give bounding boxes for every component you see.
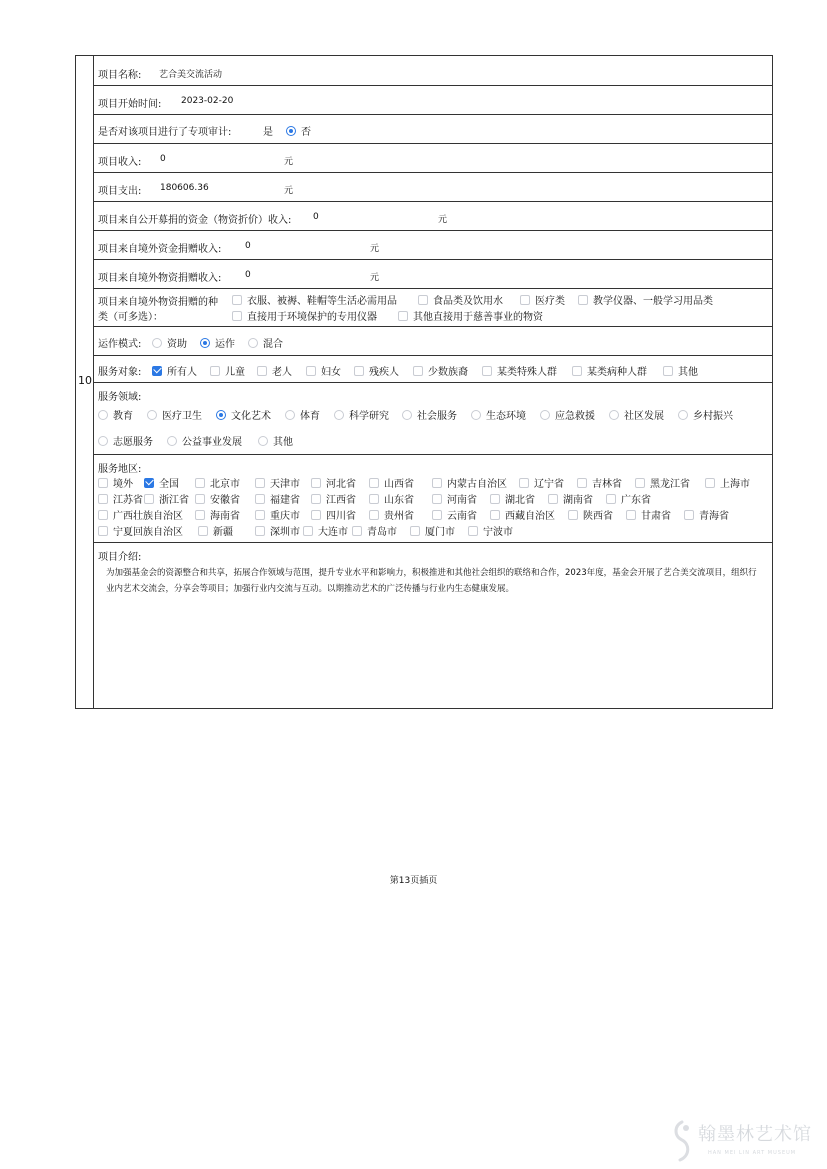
region-option[interactable] bbox=[195, 491, 240, 506]
region-checkbox[interactable] bbox=[705, 478, 715, 488]
service-field-radio[interactable] bbox=[678, 410, 688, 420]
service-field-option[interactable] bbox=[609, 407, 664, 422]
service-field-option[interactable] bbox=[216, 407, 271, 422]
region-checkbox[interactable] bbox=[684, 510, 694, 520]
public-fundraising-row bbox=[94, 202, 772, 231]
service-field-radio[interactable] bbox=[471, 410, 481, 420]
service-field-option[interactable] bbox=[334, 407, 389, 422]
region-label: 吉林省 bbox=[592, 479, 622, 490]
public-fundraising-label: 项目来自公开募捐的资金（物资折价）收入: bbox=[98, 215, 292, 226]
region-checkbox[interactable] bbox=[577, 478, 587, 488]
region-option[interactable] bbox=[98, 475, 133, 490]
operation-mode-option-label: 混合 bbox=[263, 339, 283, 350]
region-option[interactable] bbox=[98, 523, 183, 538]
region-label: 西藏自治区 bbox=[505, 511, 555, 522]
service-target-checkbox[interactable] bbox=[152, 366, 162, 376]
service-field-label: 医疗卫生 bbox=[162, 411, 202, 422]
goods-type-label: 衣服、被褥、鞋帽等生活必需用品 bbox=[247, 296, 397, 307]
region-label: 河南省 bbox=[447, 495, 477, 506]
region-option[interactable] bbox=[144, 475, 179, 490]
service-field-label: 其他 bbox=[273, 437, 293, 448]
service-field-label: 生态环境 bbox=[486, 411, 526, 422]
service-field-radio[interactable] bbox=[540, 410, 550, 420]
region-option[interactable] bbox=[195, 475, 240, 490]
region-label: 海南省 bbox=[210, 511, 240, 522]
region-checkbox[interactable] bbox=[606, 494, 616, 504]
service-target-label: 某类病种人群 bbox=[587, 367, 647, 378]
region-checkbox[interactable] bbox=[432, 478, 442, 488]
operation-mode-radio[interactable] bbox=[200, 338, 210, 348]
service-field-radio[interactable] bbox=[334, 410, 344, 420]
service-field-radio[interactable] bbox=[98, 436, 108, 446]
expense-row bbox=[94, 173, 772, 202]
goods-type-label: 医疗类 bbox=[535, 296, 565, 307]
operation-mode-option[interactable] bbox=[152, 335, 187, 350]
foreign-goods-row bbox=[94, 260, 772, 289]
region-label: 甘肃省 bbox=[641, 511, 671, 522]
region-option[interactable] bbox=[410, 523, 455, 538]
public-fundraising-unit: 元 bbox=[438, 215, 448, 225]
region-checkbox[interactable] bbox=[195, 478, 205, 488]
service-target-option[interactable] bbox=[210, 363, 245, 378]
region-checkbox[interactable] bbox=[255, 526, 265, 536]
region-label: 安徽省 bbox=[210, 495, 240, 506]
region-option[interactable] bbox=[255, 507, 300, 522]
service-field-option[interactable] bbox=[98, 433, 153, 448]
goods-types-label-line2: 类（可多选）： bbox=[98, 312, 163, 323]
region-checkbox[interactable] bbox=[303, 526, 313, 536]
service-field-option[interactable] bbox=[147, 407, 202, 422]
watermark-text: 翰墨林艺术馆 bbox=[698, 1124, 812, 1145]
region-checkbox[interactable] bbox=[635, 478, 645, 488]
row-number-column bbox=[76, 56, 94, 708]
goods-type-label: 其他直接用于慈善事业的物资 bbox=[413, 312, 543, 323]
region-checkbox[interactable] bbox=[144, 478, 154, 488]
region-label: 青岛市 bbox=[367, 527, 397, 538]
region-checkbox[interactable] bbox=[255, 510, 265, 520]
service-target-label: 其他 bbox=[678, 367, 698, 378]
intro-text: 为加强基金会的资源整合和共享，拓展合作领域与范围，提升专业水平和影响力，积极推进和其他社会组织的联络和合作，2023年度，基金会开展了艺合美交流项目，组织行业内艺术交流会，分享会等项目；加强行业内交流与互动。以期推动艺术的广泛传播与行业内生态健康发展。 bbox=[106, 568, 757, 594]
region-label: 山东省 bbox=[384, 495, 414, 506]
region-option[interactable] bbox=[577, 475, 622, 490]
region-checkbox[interactable] bbox=[198, 526, 208, 536]
region-option[interactable] bbox=[626, 507, 671, 522]
service-field-option[interactable] bbox=[285, 407, 320, 422]
region-checkbox[interactable] bbox=[311, 510, 321, 520]
intro-row bbox=[94, 543, 772, 708]
region-checkbox[interactable] bbox=[410, 526, 420, 536]
region-label: 江西省 bbox=[326, 495, 356, 506]
watermark-logo bbox=[668, 1118, 818, 1166]
goods-type-label: 食品类及饮用水 bbox=[433, 296, 503, 307]
service-field-radio[interactable] bbox=[98, 410, 108, 420]
start-date-row bbox=[94, 86, 772, 115]
service-regions-row bbox=[94, 455, 772, 543]
region-label: 浙江省 bbox=[159, 495, 189, 506]
region-option[interactable] bbox=[468, 523, 513, 538]
public-fundraising-value: 0 bbox=[313, 212, 319, 222]
region-checkbox[interactable] bbox=[519, 478, 529, 488]
service-target-checkbox[interactable] bbox=[257, 366, 267, 376]
region-label: 湖北省 bbox=[505, 495, 535, 506]
service-field-radio[interactable] bbox=[167, 436, 177, 446]
service-target-checkbox[interactable] bbox=[413, 366, 423, 376]
audit-no-label: 否 bbox=[301, 127, 311, 138]
goods-type-option[interactable] bbox=[418, 292, 503, 307]
region-label: 辽宁省 bbox=[534, 479, 564, 490]
region-option[interactable] bbox=[195, 507, 240, 522]
service-field-label: 社区发展 bbox=[624, 411, 664, 422]
goods-type-checkbox[interactable] bbox=[520, 295, 530, 305]
service-regions-label: 服务地区: bbox=[98, 464, 142, 475]
region-label: 山西省 bbox=[384, 479, 414, 490]
service-target-checkbox[interactable] bbox=[354, 366, 364, 376]
service-field-radio[interactable] bbox=[216, 410, 226, 420]
operation-mode-option-label: 资助 bbox=[167, 339, 187, 350]
audit-no-radio[interactable] bbox=[286, 126, 296, 136]
audit-no-option[interactable] bbox=[286, 123, 311, 138]
service-field-label: 公益事业发展 bbox=[182, 437, 242, 448]
operation-mode-label: 运作模式: bbox=[98, 339, 142, 350]
region-checkbox[interactable] bbox=[369, 510, 379, 520]
row-number: 10 bbox=[78, 374, 92, 387]
region-label: 重庆市 bbox=[270, 511, 300, 522]
service-target-label: 所有人 bbox=[167, 367, 197, 378]
region-label: 天津市 bbox=[270, 479, 300, 490]
goods-type-option[interactable] bbox=[232, 308, 377, 323]
goods-types-row bbox=[94, 289, 772, 327]
region-checkbox[interactable] bbox=[98, 478, 108, 488]
region-option[interactable] bbox=[568, 507, 613, 522]
project-name-label: 项目名称: bbox=[98, 70, 142, 81]
region-label: 宁夏回族自治区 bbox=[113, 527, 183, 538]
service-target-option[interactable] bbox=[257, 363, 292, 378]
income-label: 项目收入: bbox=[98, 157, 142, 168]
operation-mode-row bbox=[94, 327, 772, 356]
watermark-mark-icon bbox=[668, 1118, 698, 1164]
region-checkbox[interactable] bbox=[352, 526, 362, 536]
service-targets-row bbox=[94, 356, 772, 383]
region-checkbox[interactable] bbox=[490, 494, 500, 504]
foreign-funds-value: 0 bbox=[245, 241, 251, 251]
region-option[interactable] bbox=[255, 523, 300, 538]
region-option[interactable] bbox=[369, 475, 414, 490]
foreign-funds-label: 项目来自境外资金捐赠收入: bbox=[98, 244, 222, 255]
service-target-option[interactable] bbox=[663, 363, 698, 378]
region-checkbox[interactable] bbox=[195, 494, 205, 504]
region-option[interactable] bbox=[311, 491, 356, 506]
service-field-radio[interactable] bbox=[402, 410, 412, 420]
region-checkbox[interactable] bbox=[490, 510, 500, 520]
expense-value: 180606.36 bbox=[160, 183, 209, 193]
region-label: 新疆 bbox=[213, 527, 233, 538]
foreign-goods-label: 项目来自境外物资捐赠收入: bbox=[98, 273, 222, 284]
service-target-label: 某类特殊人群 bbox=[497, 367, 557, 378]
service-field-option[interactable] bbox=[258, 433, 293, 448]
goods-type-label: 直接用于环境保护的专用仪器 bbox=[247, 312, 377, 323]
region-option[interactable] bbox=[255, 491, 300, 506]
goods-type-checkbox[interactable] bbox=[578, 295, 588, 305]
region-option[interactable] bbox=[198, 523, 233, 538]
region-label: 北京市 bbox=[210, 479, 240, 490]
service-target-option[interactable] bbox=[152, 363, 197, 378]
region-label: 河北省 bbox=[326, 479, 356, 490]
region-checkbox[interactable] bbox=[548, 494, 558, 504]
service-field-radio[interactable] bbox=[285, 410, 295, 420]
service-field-label: 文化艺术 bbox=[231, 411, 271, 422]
region-label: 深圳市 bbox=[270, 527, 300, 538]
service-field-option[interactable] bbox=[471, 407, 526, 422]
goods-type-checkbox[interactable] bbox=[232, 295, 242, 305]
region-label: 贵州省 bbox=[384, 511, 414, 522]
region-label: 宁波市 bbox=[483, 527, 513, 538]
region-option[interactable] bbox=[98, 491, 143, 506]
region-checkbox[interactable] bbox=[369, 494, 379, 504]
service-field-radio[interactable] bbox=[258, 436, 268, 446]
service-target-option[interactable] bbox=[482, 363, 557, 378]
expense-unit: 元 bbox=[284, 186, 294, 196]
goods-type-option[interactable] bbox=[578, 292, 713, 307]
foreign-funds-row bbox=[94, 231, 772, 260]
region-option[interactable] bbox=[490, 491, 535, 506]
goods-type-label: 教学仪器、一般学习用品类 bbox=[593, 296, 713, 307]
region-option[interactable] bbox=[303, 523, 348, 538]
region-checkbox[interactable] bbox=[468, 526, 478, 536]
service-field-label: 应急救援 bbox=[555, 411, 595, 422]
service-field-radio[interactable] bbox=[147, 410, 157, 420]
goods-types-label-line1: 项目来自境外物资捐赠的种 bbox=[98, 297, 218, 308]
goods-type-checkbox[interactable] bbox=[232, 311, 242, 321]
operation-mode-option[interactable] bbox=[248, 335, 283, 350]
start-date-label: 项目开始时间: bbox=[98, 99, 162, 110]
region-checkbox[interactable] bbox=[98, 494, 108, 504]
income-row bbox=[94, 144, 772, 173]
service-target-checkbox[interactable] bbox=[572, 366, 582, 376]
operation-mode-radio[interactable] bbox=[248, 338, 258, 348]
service-target-label: 残疾人 bbox=[369, 367, 399, 378]
region-label: 上海市 bbox=[720, 479, 750, 490]
service-target-label: 少数族裔 bbox=[428, 367, 468, 378]
region-label: 全国 bbox=[159, 479, 179, 490]
region-checkbox[interactable] bbox=[255, 494, 265, 504]
region-label: 陕西省 bbox=[583, 511, 613, 522]
service-target-checkbox[interactable] bbox=[663, 366, 673, 376]
region-label: 青海省 bbox=[699, 511, 729, 522]
region-option[interactable] bbox=[369, 507, 414, 522]
service-target-option[interactable] bbox=[306, 363, 341, 378]
service-field-label: 乡村振兴 bbox=[693, 411, 733, 422]
region-option[interactable] bbox=[606, 491, 651, 506]
service-target-option[interactable] bbox=[572, 363, 647, 378]
service-target-option[interactable] bbox=[354, 363, 399, 378]
audit-yes-label: 是 bbox=[263, 127, 273, 138]
region-label: 湖南省 bbox=[563, 495, 593, 506]
service-field-option[interactable] bbox=[678, 407, 733, 422]
service-target-checkbox[interactable] bbox=[210, 366, 220, 376]
region-option[interactable] bbox=[369, 491, 414, 506]
region-option[interactable] bbox=[684, 507, 729, 522]
region-checkbox[interactable] bbox=[311, 478, 321, 488]
region-label: 云南省 bbox=[447, 511, 477, 522]
region-checkbox[interactable] bbox=[626, 510, 636, 520]
region-checkbox[interactable] bbox=[195, 510, 205, 520]
service-field-label: 社会服务 bbox=[417, 411, 457, 422]
intro-label: 项目介绍: bbox=[98, 552, 142, 563]
region-checkbox[interactable] bbox=[255, 478, 265, 488]
foreign-funds-unit: 元 bbox=[370, 244, 380, 254]
project-form bbox=[75, 55, 773, 709]
region-option[interactable] bbox=[144, 491, 189, 506]
special-audit-row bbox=[94, 115, 772, 144]
goods-type-option[interactable] bbox=[232, 292, 397, 307]
region-option[interactable] bbox=[98, 507, 183, 522]
income-value: 0 bbox=[160, 154, 166, 164]
region-label: 境外 bbox=[113, 479, 133, 490]
goods-type-option[interactable] bbox=[398, 308, 543, 323]
region-label: 广西壮族自治区 bbox=[113, 511, 183, 522]
service-field-label: 体育 bbox=[300, 411, 320, 422]
region-checkbox[interactable] bbox=[311, 494, 321, 504]
operation-mode-option[interactable] bbox=[200, 335, 235, 350]
project-name-value: 艺合美交流活动 bbox=[159, 70, 223, 80]
service-field-option[interactable] bbox=[98, 407, 133, 422]
region-option[interactable] bbox=[705, 475, 750, 490]
service-field-option[interactable] bbox=[540, 407, 595, 422]
region-option[interactable] bbox=[519, 475, 564, 490]
foreign-goods-unit: 元 bbox=[370, 273, 380, 283]
region-checkbox[interactable] bbox=[432, 494, 442, 504]
region-option[interactable] bbox=[311, 507, 356, 522]
region-checkbox[interactable] bbox=[369, 478, 379, 488]
start-date-value: 2023-02-20 bbox=[181, 96, 234, 106]
service-target-checkbox[interactable] bbox=[482, 366, 492, 376]
service-target-label: 儿童 bbox=[225, 367, 245, 378]
service-target-label: 妇女 bbox=[321, 367, 341, 378]
service-field-label: 科学研究 bbox=[349, 411, 389, 422]
watermark-subtext: HAN MEI LIN ART MUSEUM bbox=[708, 1150, 797, 1156]
region-option[interactable] bbox=[432, 491, 477, 506]
goods-type-checkbox[interactable] bbox=[398, 311, 408, 321]
region-checkbox[interactable] bbox=[98, 510, 108, 520]
region-option[interactable] bbox=[432, 475, 507, 490]
region-option[interactable] bbox=[352, 523, 397, 538]
special-audit-label: 是否对该项目进行了专项审计: bbox=[98, 127, 232, 138]
goods-type-checkbox[interactable] bbox=[418, 295, 428, 305]
region-label: 广东省 bbox=[621, 495, 651, 506]
page-footer: 第13页插页 bbox=[389, 876, 438, 886]
region-option[interactable] bbox=[432, 507, 477, 522]
service-target-option[interactable] bbox=[413, 363, 468, 378]
service-field-label: 教育 bbox=[113, 411, 133, 422]
region-option[interactable] bbox=[490, 507, 555, 522]
service-target-label: 老人 bbox=[272, 367, 292, 378]
form-content bbox=[94, 56, 772, 708]
goods-type-option[interactable] bbox=[520, 292, 565, 307]
region-label: 黑龙江省 bbox=[650, 479, 690, 490]
service-fields-label: 服务领域: bbox=[98, 392, 142, 403]
service-target-checkbox[interactable] bbox=[306, 366, 316, 376]
expense-label: 项目支出: bbox=[98, 186, 142, 197]
region-option[interactable] bbox=[548, 491, 593, 506]
region-option[interactable] bbox=[255, 475, 300, 490]
service-field-radio[interactable] bbox=[609, 410, 619, 420]
service-fields-row bbox=[94, 383, 772, 455]
operation-mode-radio[interactable] bbox=[152, 338, 162, 348]
region-label: 江苏省 bbox=[113, 495, 143, 506]
service-field-label: 志愿服务 bbox=[113, 437, 153, 448]
income-unit: 元 bbox=[284, 157, 294, 167]
region-label: 四川省 bbox=[326, 511, 356, 522]
foreign-goods-value: 0 bbox=[245, 270, 251, 280]
region-checkbox[interactable] bbox=[568, 510, 578, 520]
service-field-option[interactable] bbox=[402, 407, 457, 422]
region-option[interactable] bbox=[635, 475, 690, 490]
operation-mode-option-label: 运作 bbox=[215, 339, 235, 350]
region-checkbox[interactable] bbox=[98, 526, 108, 536]
region-label: 福建省 bbox=[270, 495, 300, 506]
audit-yes-option[interactable] bbox=[263, 123, 273, 138]
region-checkbox[interactable] bbox=[432, 510, 442, 520]
region-label: 大连市 bbox=[318, 527, 348, 538]
region-option[interactable] bbox=[311, 475, 356, 490]
region-label: 内蒙古自治区 bbox=[447, 479, 507, 490]
region-checkbox[interactable] bbox=[144, 494, 154, 504]
service-targets-label: 服务对象: bbox=[98, 367, 142, 378]
service-field-option[interactable] bbox=[167, 433, 242, 448]
region-label: 厦门市 bbox=[425, 527, 455, 538]
project-name-row bbox=[94, 56, 772, 86]
